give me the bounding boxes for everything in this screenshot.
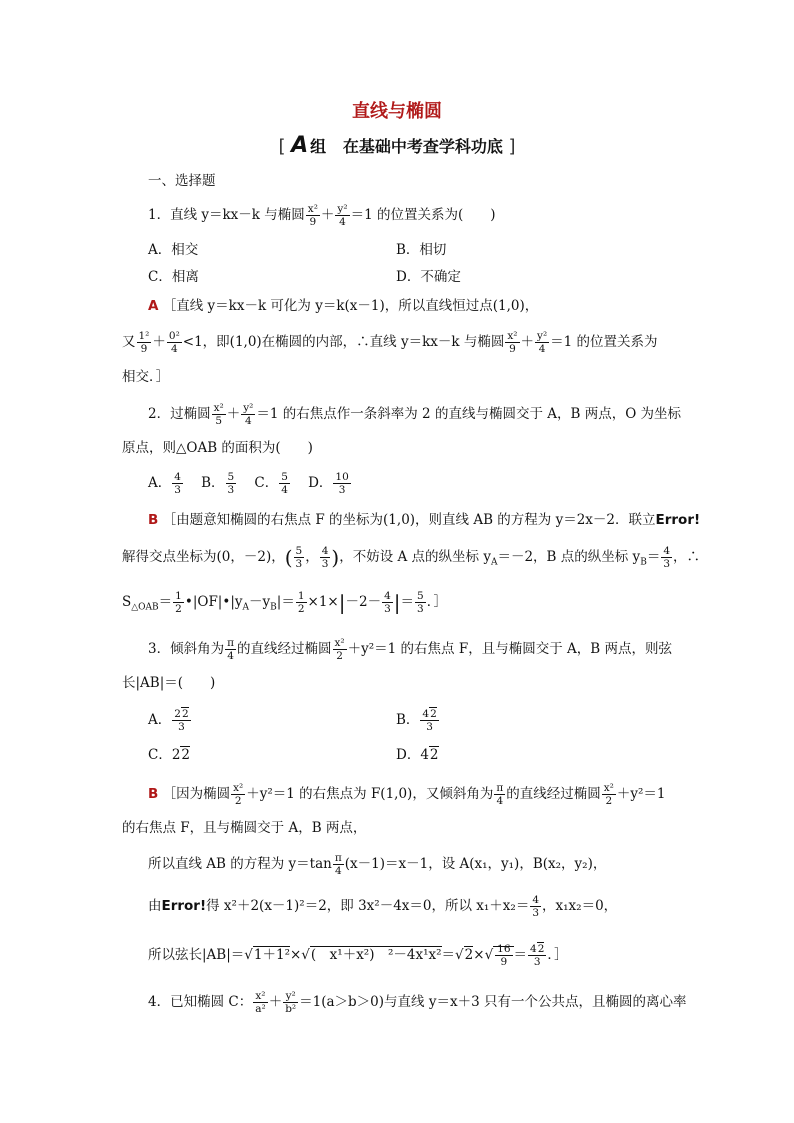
q3-solution-line1: B ［因为椭圆 $\frac{\text{x²}}{2}$ ＋y²＝1 的右焦点为 F(1,0)，又倾斜角为 $\frac{\pi}{4}$ 的直线经过椭圆 $\frac{\text{x²}}{2}$ ＋y²＝1 bbox=[148, 782, 666, 807]
group-letter: A bbox=[291, 133, 309, 158]
q2-solution-line1: B ［由题意知椭圆的右焦点 F 的坐标为(1,0)，则直线 AB 的方程为 y＝2x－2．联立Error! bbox=[148, 512, 701, 528]
q2-solution-line2: 解得交点坐标为(0，－2)，( $\frac{5}{3}$ ， $\frac{4}{3}$ )，不妨设 A 点的纵坐标 $y_A=-2$，B 点的纵坐标 $y_B=$ $\frac{4}{3}$ ，∴ bbox=[122, 545, 700, 570]
q3-stem-line2: 长|AB|＝( ) bbox=[122, 675, 216, 691]
q1-option-b[interactable]: B．相切 bbox=[396, 242, 447, 258]
close-bracket: ] bbox=[508, 136, 516, 157]
q2-error-text: Error! bbox=[655, 512, 701, 528]
q1-option-c[interactable]: C．相离 bbox=[148, 269, 199, 285]
q1-answer: A bbox=[148, 298, 159, 314]
q2-option-a[interactable]: A． bbox=[148, 475, 172, 491]
q2-solution-line3: $S_{\triangle OAB}=$ $\frac{1}{2}$ $•|OF|•|y_A-y_B|=$ $\frac{1}{2}$ ×1×|－2－ $\frac{4}{3}$ |＝ $\frac{5}{3}$ ．］ bbox=[122, 590, 447, 615]
q1-solution-line2: 又 $\frac{\text{1²}}{9}$ ＋ $\frac{\text{0²}}{4}$ <1，即(1,0)在椭圆的内部，∴直线 y＝kx－k 与椭圆 $\frac{\text{x²}}{9}$ ＋ $\frac{\text{y²}}{4}$ ＝1 的位置关系为 bbox=[122, 330, 658, 355]
q3-solution-line4: 由Error!得 x²＋2(x－1)²＝2，即 3x²－4x＝0，所以 x₁＋x₂＝ $\frac{4}{3}$ ，x₁x₂＝0， bbox=[148, 894, 618, 919]
q1-solution-line3: 相交．］ bbox=[122, 369, 170, 385]
q3-option-b[interactable]: B． $\frac{42}{3}$ bbox=[396, 708, 437, 733]
q1-option-a[interactable]: A．相交 bbox=[148, 242, 199, 258]
q2-option-d[interactable]: D． bbox=[308, 475, 333, 491]
q3-solution-line3: 所以直线 AB 的方程为 y＝tan $\frac{\pi}{4}$ (x－1)＝x－1，设 A(x₁，y₁)，B(x₂，y₂)， bbox=[148, 852, 607, 877]
q2-option-b[interactable]: B． bbox=[201, 475, 225, 491]
q3-answer: B bbox=[148, 786, 159, 802]
section-heading: 一、选择题 bbox=[148, 173, 216, 189]
q3-error-text: Error! bbox=[161, 898, 207, 914]
q2-option-c[interactable]: C． bbox=[254, 475, 279, 491]
q3-option-d[interactable]: D．42 bbox=[396, 747, 439, 763]
q1-solution-line1: A ［直线 y＝kx－k 可化为 y＝k(x－1)，所以直线恒过点(1,0)， bbox=[148, 298, 539, 314]
page-title: 直线与椭圆 bbox=[352, 101, 442, 122]
q3-option-a[interactable]: A． $\frac{22}{3}$ bbox=[148, 708, 189, 733]
q2-answer: B bbox=[148, 512, 159, 528]
q3-option-c[interactable]: C．22 bbox=[148, 747, 191, 763]
q1-option-d[interactable]: D．不确定 bbox=[396, 269, 461, 285]
q4-stem: 4．已知椭圆 C： $\frac{\text{x²}}{\text{a²}}$ ＋ $\frac{\text{y²}}{\text{b²}}$ ＝1(a＞b＞0)与直线 y＝x＋3 只有一个公共点，且椭圆的离心率 bbox=[148, 990, 687, 1015]
q2-options: A． $\frac{4}{3}$ B． $\frac{5}{3}$ C． $\frac{5}{4}$ D． $\frac{10}{3}$ bbox=[148, 471, 349, 496]
q2-stem-line2: 原点，则△OAB 的面积为( ) bbox=[122, 440, 313, 456]
group-subtitle: 在基础中考查学科功底 bbox=[342, 137, 503, 156]
group-heading bbox=[0, 133, 794, 158]
open-bracket: [ bbox=[278, 136, 286, 157]
group-label: 组 bbox=[310, 137, 327, 156]
q3-stem: 3．倾斜角为 $\frac{\pi}{4}$ 的直线经过椭圆 $\frac{\text{x²}}{2}$ ＋y²＝1 的右焦点 F，且与椭圆交于 A，B 两点，则弦 bbox=[148, 637, 672, 662]
q1-stem: 1．直线 y＝kx－k 与椭圆 $\frac{\text{x²}}{9}$ ＋ $\frac{\text{y²}}{4}$ ＝1 的位置关系为( ) bbox=[148, 203, 496, 228]
q3-solution-line5: 所以弦长|AB|＝√1＋1²×√( x¹＋x²) ²－4x¹x²＝√2×√ $\frac{16}{9}$ ＝ $\frac{42}{3}$ ．］ bbox=[148, 943, 568, 968]
q3-solution-line2: 的右焦点 F，且与椭圆交于 A，B 两点， bbox=[122, 820, 367, 836]
q2-stem: 2．过椭圆 $\frac{\text{x²}}{5}$ ＋ $\frac{\text{y²}}{4}$ ＝1 的右焦点作一条斜率为 2 的直线与椭圆交于 A，B 两点，O 为坐标 bbox=[148, 402, 682, 427]
